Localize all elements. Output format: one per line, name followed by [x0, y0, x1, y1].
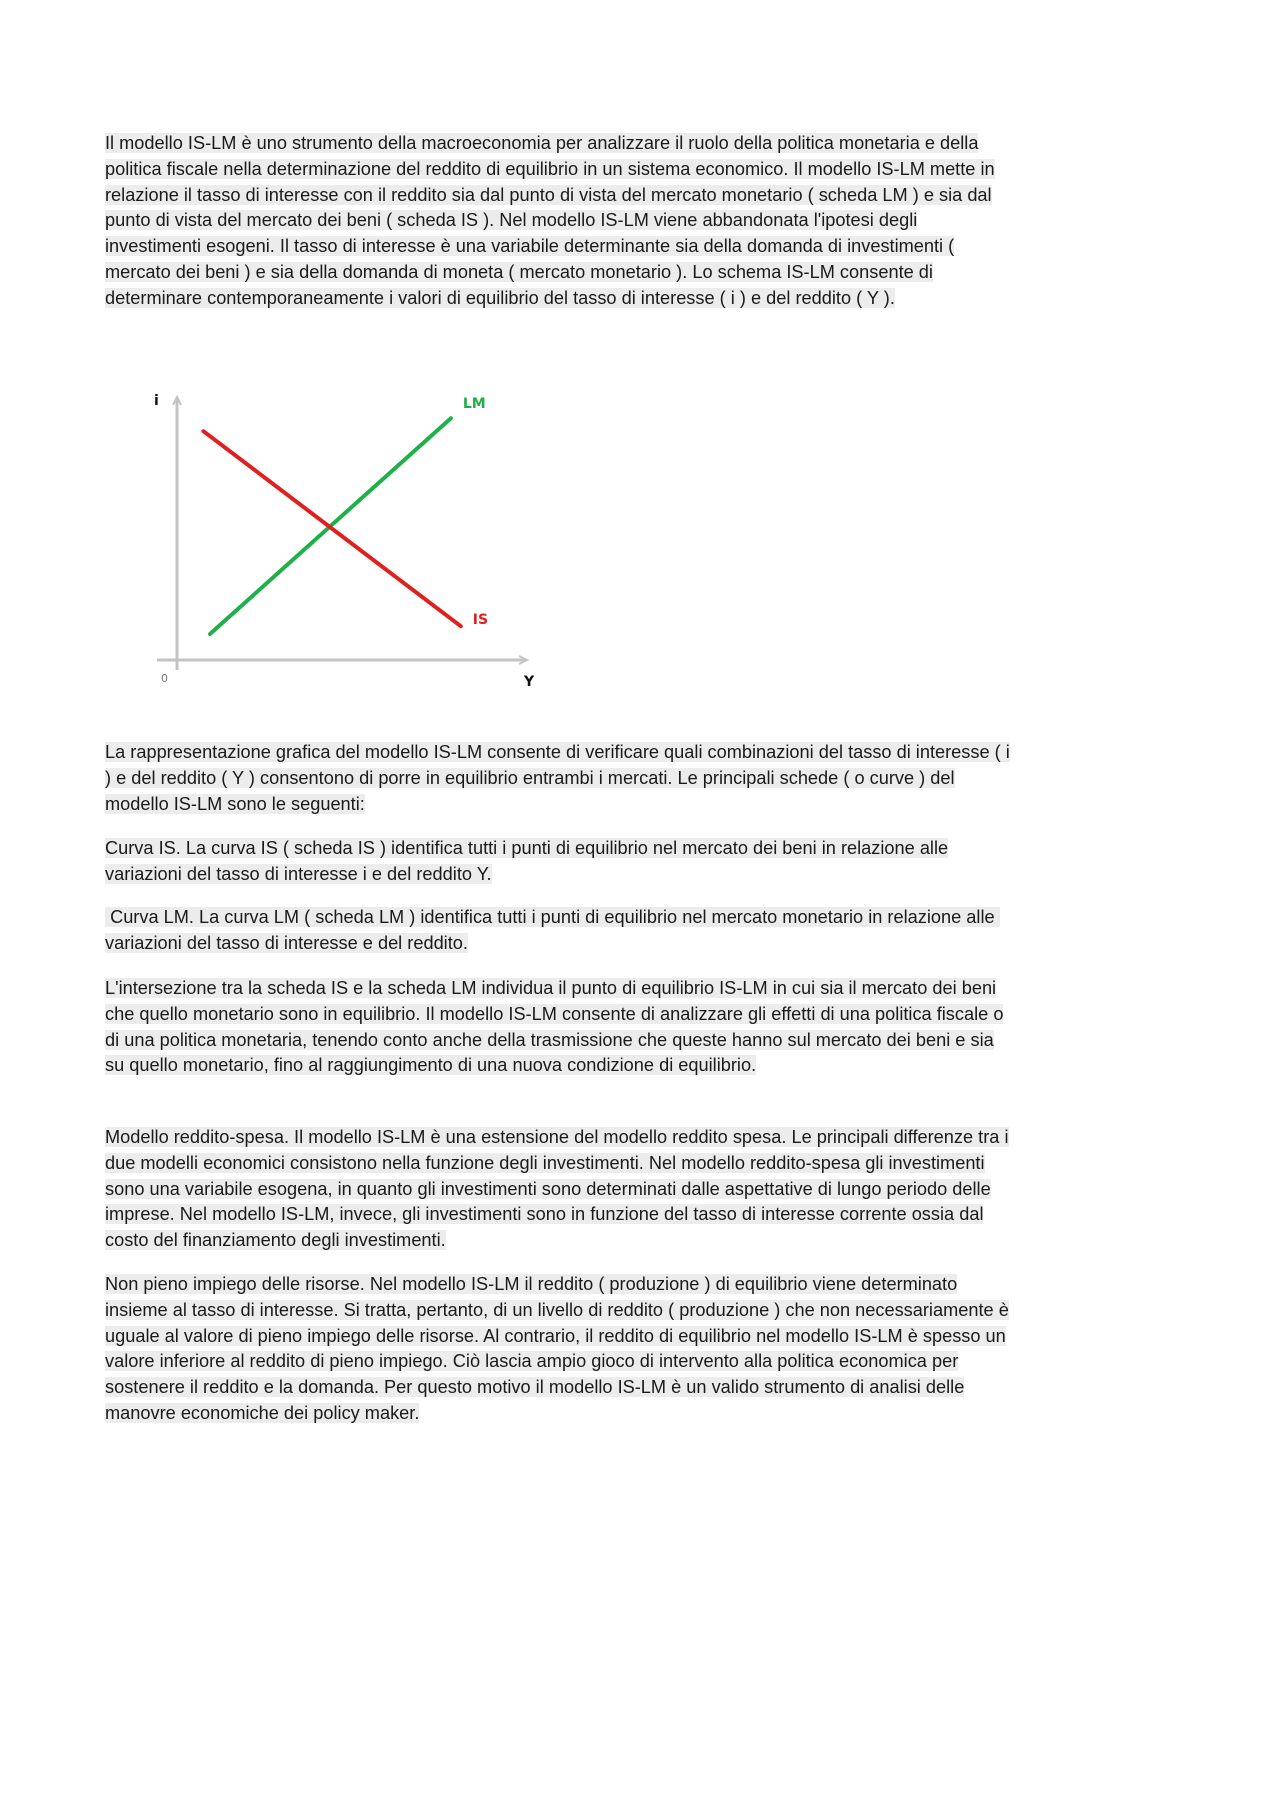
series-lm-label: LM	[462, 396, 486, 413]
is-lm-chart-svg	[140, 385, 560, 695]
paragraph-intersection-text: L'intersezione tra la scheda IS e la scheda LM individua il punto di equilibrio IS-LM in cui sia il mercato dei beni che quello monetario sono in equilibrio. Il modello IS-LM consente di analizzare gli effetti di una politica fiscale o di una politica monetaria, tenendo conto anche della trasmissione che queste hanno sul mercato dei beni e sia su quello monetario, fino al raggiungimento di una nuova condizione di equilibrio.	[105, 978, 1004, 1076]
paragraph-graphic-representation-text: La rappresentazione grafica del modello IS-LM consente di verificare quali combinazioni del tasso di interesse ( i ) e del reddito ( Y ) consentono di porre in equilibrio entrambi i mercati. Le principali schede ( o curve ) del modello IS-LM sono le seguenti:	[105, 742, 1010, 814]
paragraph-curva-is-text: Curva IS. La curva IS ( scheda IS ) identifica tutti i punti di equilibrio nel mercato dei beni in relazione alle variazioni del tasso di interesse i e del reddito Y.	[105, 838, 949, 884]
paragraph-reddito-spesa-text: Modello reddito-spesa. Il modello IS-LM è una estensione del modello reddito spesa. Le principali differenze tra i due modelli economici consistono nella funzione degli investimenti. Nel modello reddito-spesa gli investimenti sono una variabile esogena, in quanto gli investimenti sono determinati dalle aspettative di lungo periodo delle imprese. Nel modello IS-LM, invece, gli investimenti sono in funzione del tasso di interesse corrente ossia dal costo del finanziamento degli investimenti.	[105, 1127, 1009, 1251]
series-is-label: IS	[472, 612, 489, 629]
paragraph-intro	[105, 131, 1010, 312]
x-axis-label: Y	[524, 674, 535, 690]
paragraph-reddito-spesa	[105, 1125, 1010, 1254]
paragraph-curva-lm	[105, 905, 1010, 957]
origin-label: 0	[161, 672, 168, 685]
paragraph-intro-text: Il modello IS-LM è uno strumento della macroeconomia per analizzare il ruolo della politica monetaria e della politica fiscale nella determinazione del reddito di equilibrio in un sistema economico. Il modello IS-LM mette in relazione il tasso di interesse con il reddito sia dal punto di vista del mercato monetario ( scheda LM ) e sia dal punto di vista del mercato dei beni ( scheda IS ). Nel modello IS-LM viene abbandonata l'ipotesi degli investimenti esogeni. Il tasso di interesse è una variabile determinante sia della domanda di investimenti ( mercato dei beni ) e sia della domanda di moneta ( mercato monetario ). Lo schema IS-LM consente di determinare contemporaneamente i valori di equilibrio del tasso di interesse ( i ) e del reddito ( Y ).	[105, 133, 995, 308]
series-is-line	[203, 431, 460, 626]
paragraph-non-pieno-impiego	[105, 1272, 1010, 1427]
is-lm-chart	[140, 385, 560, 695]
paragraph-curva-lm-text: Curva LM. La curva LM ( scheda LM ) identifica tutti i punti di equilibrio nel mercato monetario in relazione alle variazioni del tasso di interesse e del reddito.	[105, 907, 1000, 953]
paragraph-graphic-representation	[105, 740, 1010, 817]
paragraph-curva-is	[105, 836, 1010, 888]
paragraph-intersection	[105, 976, 1010, 1079]
paragraph-non-pieno-impiego-text: Non pieno impiego delle risorse. Nel modello IS-LM il reddito ( produzione ) di equilibrio viene determinato insieme al tasso di interesse. Si tratta, pertanto, di un livello di reddito ( produzione ) che non necessariamente è uguale al valore di pieno impiego delle risorse. Al contrario, il reddito di equilibrio nel modello IS-LM è spesso un valore inferiore al reddito di pieno impiego. Ciò lascia ampio gioco di intervento alla politica economica per sostenere il reddito e la domanda. Per questo motivo il modello IS-LM è un valido strumento di analisi delle manovre economiche dei policy maker.	[105, 1274, 1009, 1423]
y-axis-label: i	[154, 393, 159, 409]
